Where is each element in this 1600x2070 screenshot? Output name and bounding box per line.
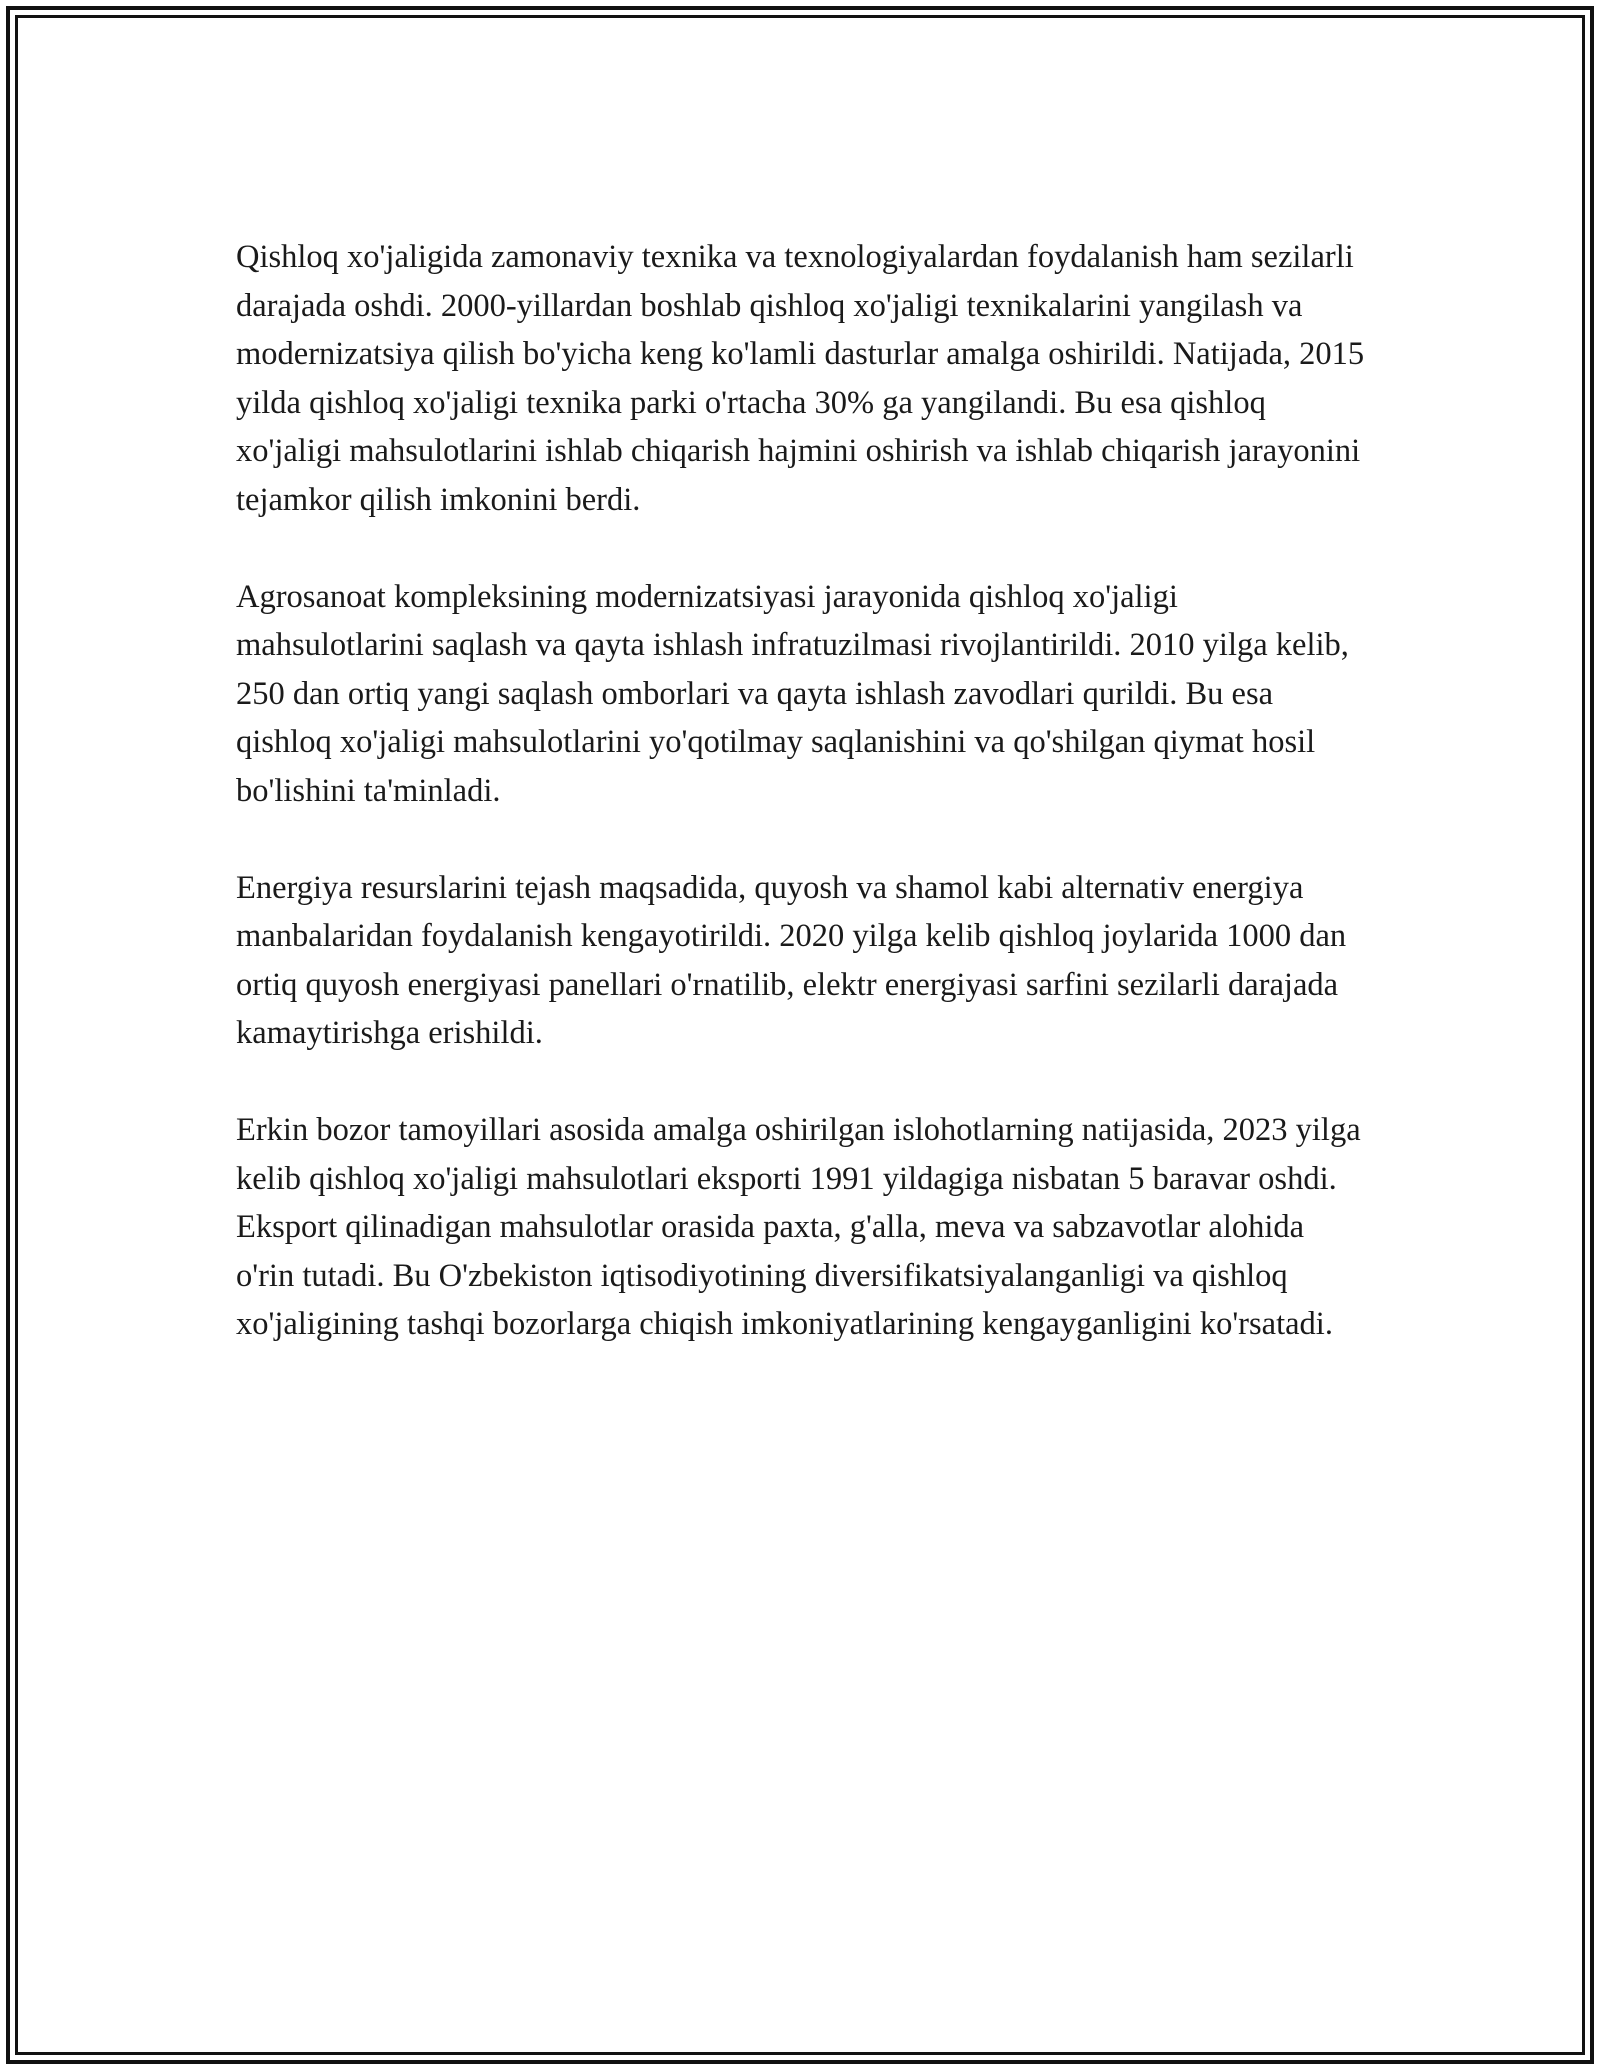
paragraph-agricultural-technology: Qishloq xo'jaligida zamonaviy texnika va texnologiyalardan foydalanish ham sezilarli darajada oshdi. 2000-yillardan boshlab qishloq xo'jaligi texnikalarini yangilash va modernizatsiya qilish bo'yicha keng ko'lamli dasturlar amalga oshirildi. Natijada, 2015 yilda qishloq xo'jaligi texnika parki o'rtacha 30% ga yangilandi. Bu esa qishloq xo'jaligi mahsulotlarini ishlab chiqarish hajmini oshirish va ishlab chiqarish jarayonini tejamkor qilish imkonini berdi. <box>236 239 1365 518</box>
paragraph-alternative-energy: Energiya resurslarini tejash maqsadida, quyosh va shamol kabi alternativ energiya manbalaridan foydalanish kengayotirildi. 2020 yilga kelib qishloq joylarida 1000 dan ortiq quyosh energiyasi panellari o'rnatilib, elektr energiyasi sarfini sezilarli darajada kamaytirishga erishildi. <box>236 869 1347 1051</box>
paragraph-agroindustry-infrastructure: Agrosanoat kompleksining modernizatsiyasi jarayonida qishloq xo'jaligi mahsulotlarini saqlash va qayta ishlash infratuzilmasi rivojlantirildi. 2010 yilga kelib, 250 dan ortiq yangi saqlash omborlari va qayta ishlash zavodlari qurildi. Bu esa qishloq xo'jaligi mahsulotlarini yo'qotilmay saqlanishini va qo'shilgan qiymat hosil bo'lishini ta'minladi. <box>236 578 1349 809</box>
document-body <box>236 233 1366 1397</box>
paragraph-export-growth: Erkin bozor tamoyillari asosida amalga oshirilgan islohotlarning natijasida, 2023 yilga kelib qishloq xo'jaligi mahsulotlari eksporti 1991 yildagiga nisbatan 5 baravar oshdi. Eksport qilinadigan mahsulotlar orasida paxta, g'alla, meva va sabzavotlar alohida o'rin tutadi. Bu O'zbekiston iqtisodiyotining diversifikatsiyalanganligi va qishloq xo'jaligining tashqi bozorlarga chiqish imkoniyatlarining kengayganligini ko'rsatadi. <box>236 1112 1361 1342</box>
